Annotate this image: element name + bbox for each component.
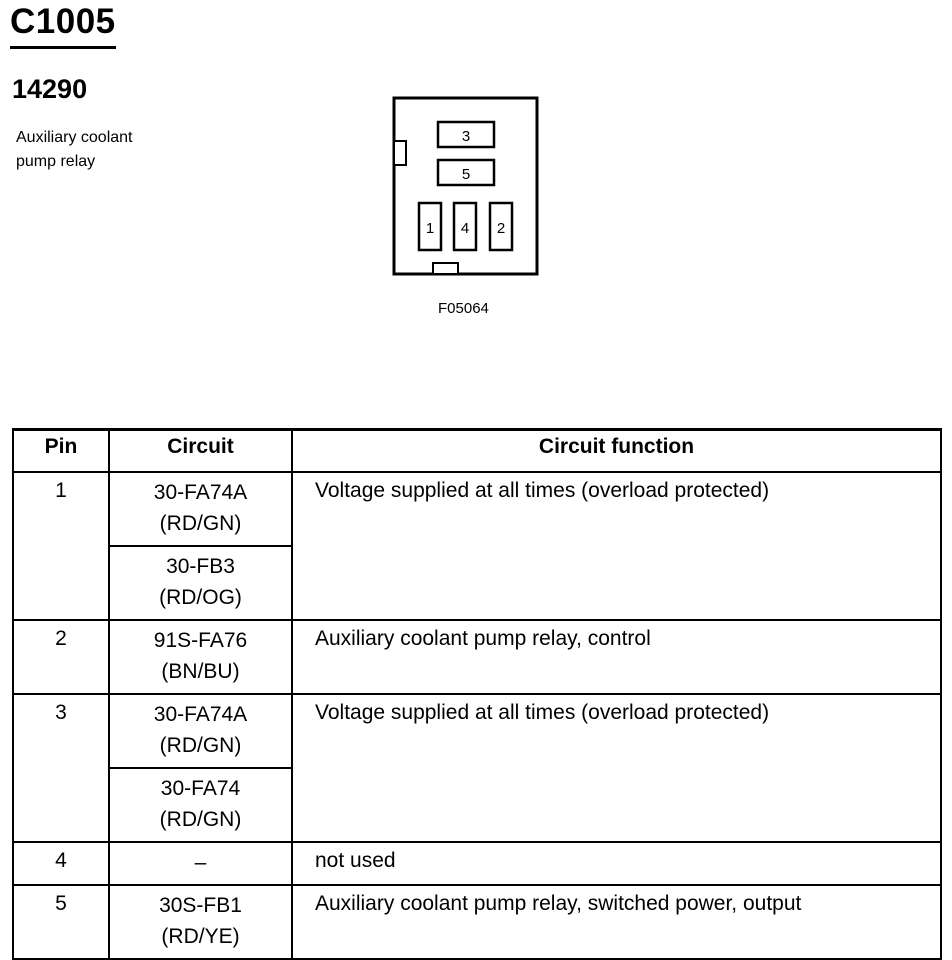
connector-side-latch bbox=[394, 141, 406, 165]
circuit-code: 91S-FA76 bbox=[153, 629, 248, 652]
circuit-code: – bbox=[194, 851, 207, 874]
circuit-code: 30S-FB1 bbox=[159, 894, 242, 917]
circuit-cell bbox=[109, 620, 292, 694]
circuit-cell bbox=[109, 694, 292, 842]
wire-color: (RD/GN) bbox=[159, 734, 242, 757]
connector-face-diagram bbox=[390, 92, 542, 280]
circuit-function: Voltage supplied at all times (overload protected) bbox=[292, 472, 941, 620]
pin-label-3: 3 bbox=[461, 128, 471, 145]
wire-color: (RD/GN) bbox=[159, 808, 242, 831]
wire-color: (RD/YE) bbox=[161, 925, 240, 948]
wire-color: (BN/BU) bbox=[161, 660, 240, 683]
circuit-entry bbox=[110, 545, 291, 619]
circuit-code: 30-FA74A bbox=[153, 703, 248, 726]
part-number: 14290 bbox=[12, 74, 88, 104]
circuit-entry bbox=[110, 473, 291, 545]
circuit-entry bbox=[110, 621, 291, 693]
circuit-code: 30-FB3 bbox=[166, 555, 235, 578]
circuit-entry bbox=[110, 843, 291, 884]
circuit-cell bbox=[109, 885, 292, 959]
pin-label-2: 2 bbox=[496, 220, 506, 237]
connector-bottom-key bbox=[433, 263, 458, 274]
pin-number: 1 bbox=[13, 472, 109, 620]
circuit-entry bbox=[110, 695, 291, 767]
circuit-function: Auxiliary coolant pump relay, switched power, output bbox=[292, 885, 941, 959]
table-row bbox=[13, 620, 941, 694]
header-circuit: Circuit bbox=[109, 430, 292, 473]
circuit-function: not used bbox=[292, 842, 941, 885]
pin-number: 2 bbox=[13, 620, 109, 694]
circuit-entry bbox=[110, 886, 291, 958]
circuit-code: 30-FA74 bbox=[160, 777, 241, 800]
table-header-row bbox=[13, 430, 941, 473]
wire-color: (RD/OG) bbox=[159, 586, 242, 609]
table-row bbox=[13, 694, 941, 842]
pin-label-1: 1 bbox=[425, 220, 435, 237]
table-row bbox=[13, 472, 941, 620]
wire-color: (RD/GN) bbox=[159, 512, 242, 535]
connector-title: C1005 bbox=[10, 2, 116, 49]
pin-number: 3 bbox=[13, 694, 109, 842]
pin-number: 5 bbox=[13, 885, 109, 959]
circuit-cell bbox=[109, 472, 292, 620]
circuit-code: 30-FA74A bbox=[153, 481, 248, 504]
pin-label-4: 4 bbox=[460, 220, 470, 237]
header-function: Circuit function bbox=[292, 430, 941, 473]
circuit-function: Voltage supplied at all times (overload protected) bbox=[292, 694, 941, 842]
table-row bbox=[13, 842, 941, 885]
figure-id: F05064 bbox=[438, 300, 489, 317]
pin-label-5: 5 bbox=[461, 166, 471, 183]
pin-table bbox=[12, 428, 942, 960]
circuit-entry bbox=[110, 767, 291, 841]
circuit-function: Auxiliary coolant pump relay, control bbox=[292, 620, 941, 694]
part-description: Auxiliary coolant pump relay bbox=[16, 129, 133, 170]
circuit-cell bbox=[109, 842, 292, 885]
header-pin: Pin bbox=[13, 430, 109, 473]
table-row bbox=[13, 885, 941, 959]
pin-number: 4 bbox=[13, 842, 109, 885]
